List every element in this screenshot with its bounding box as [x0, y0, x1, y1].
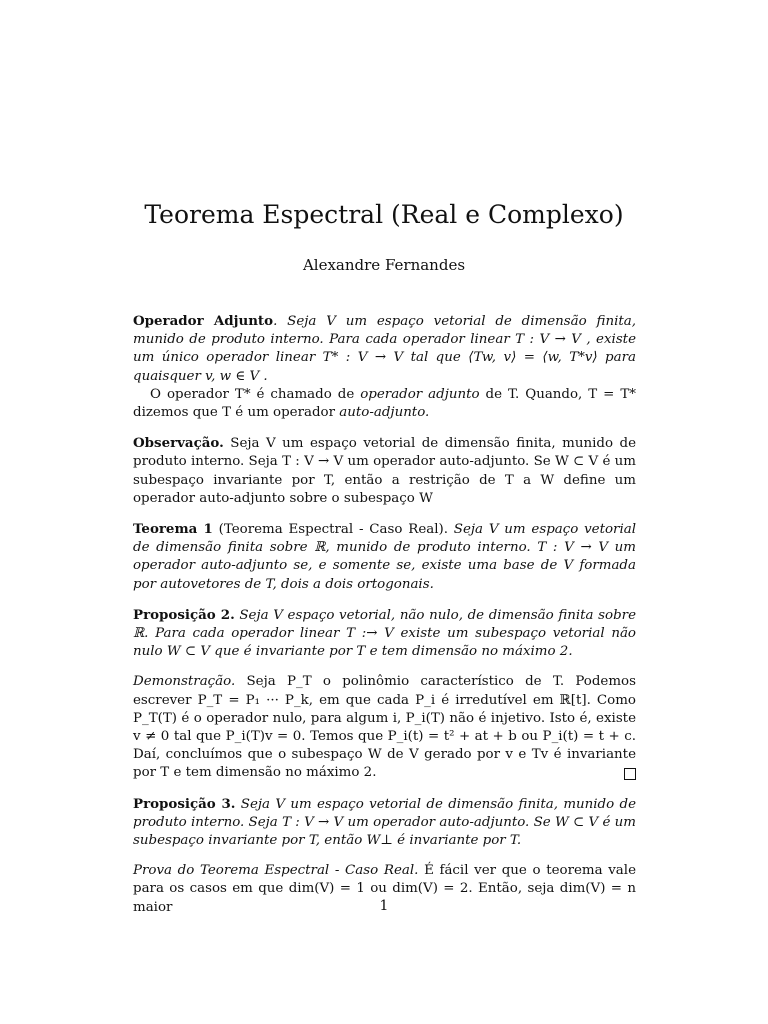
proof-spectral-heading: Prova do Teorema Espectral - Caso Real.	[133, 863, 419, 879]
continuation-text-b: de T. Quando, T = T* dizemos que T é um operador	[133, 386, 636, 421]
definition-continuation	[133, 386, 636, 422]
proposition-2-heading: Proposição 2.	[133, 606, 235, 623]
remark-text: Seja V um espaço vetorial de dimensão finita, munido de produto interno. Seja T : V → V um operador auto-adjunto. Se W ⊂ V é um subespaço invariante por T, então a restrição de T a W define um operador auto-adjunto sobre o subespaço W	[133, 436, 636, 506]
proof-spectral-text: É fácil ver que o teorema vale para os casos em que dim(V) = 1 ou dim(V) = 2. Então, seja dim(V) = n maior	[133, 863, 636, 915]
qed-square-icon	[624, 768, 636, 780]
page-number: 1	[379, 898, 389, 914]
proposition-2-text: Seja V espaço vetorial, não nulo, de dimensão finita sobre ℝ. Para cada operador linear T :→ V existe um subespaço vetorial não nulo W ⊂ V que é invariante por T e tem dimensão no máximo 2.	[133, 607, 636, 660]
proposition-3	[133, 795, 636, 851]
paper-title: Teorema Espectral (Real e Complexo)	[144, 200, 624, 229]
definition-adjoint	[133, 312, 636, 386]
theorem-heading: Teorema 1	[133, 521, 213, 538]
continuation-text-a: O operador T* é chamado de	[150, 386, 361, 402]
paper-author: Alexandre Fernandes	[302, 256, 466, 274]
theorem-text: Seja V um espaço vetorial de dimensão finita sobre ℝ, munido de produto interno. T : V → V um operador auto-adjunto se, e somente se, existe uma base de V formada por autovetores de T, dois a dois ortogonais.	[133, 522, 636, 592]
proof-paragraph	[133, 673, 636, 782]
remark-paragraph	[133, 434, 636, 508]
proof-text: Seja P_T o polinômio característico de T. Podemos escrever P_T = P₁ ··· P_k, em que cada P_i é irredutível em ℝ[t]. Como P_T(T) é o operador nulo, para algum i, P_i(T) não é injetivo. Isto é, existe v ≠ 0 tal que P_i(T)v = 0. Temos que P_i(t) = t² + at + b ou P_i(t) = t + c. Daí, concluímos que o subespaço W de V gerado por v e Tv é invariante por T e tem dimensão no máximo 2.	[133, 674, 636, 781]
proposition-2	[133, 606, 636, 662]
proof-heading: Demonstração.	[133, 674, 236, 690]
theorem-name: (Teorema Espectral - Caso Real).	[212, 522, 449, 538]
theorem-1	[133, 520, 636, 594]
proposition-3-text: Seja V um espaço vetorial de dimensão finita, munido de produto interno. Seja T : V → V um operador auto-adjunto. Se W ⊂ V é um subespaço invariante por T, então W⊥ é invariante por T.	[133, 796, 636, 849]
document-body	[133, 312, 636, 929]
remark-heading: Observação.	[133, 435, 224, 452]
definition-heading: Operador Adjunto	[133, 313, 274, 329]
proposition-3-heading: Proposição 3.	[133, 795, 236, 812]
definition-text: . Seja V um espaço vetorial de dimensão finita, munido de produto interno. Para cada operador linear T : V → V , existe um único operador linear T* : V → V tal que ⟨Tw, v⟩ = ⟨w, T*v⟩ para quaisquer v, w ∈ V .	[133, 314, 636, 384]
continuation-em-adjoint: operador adjunto	[360, 386, 480, 402]
continuation-em-selfadjoint: auto-adjunto.	[339, 405, 430, 421]
